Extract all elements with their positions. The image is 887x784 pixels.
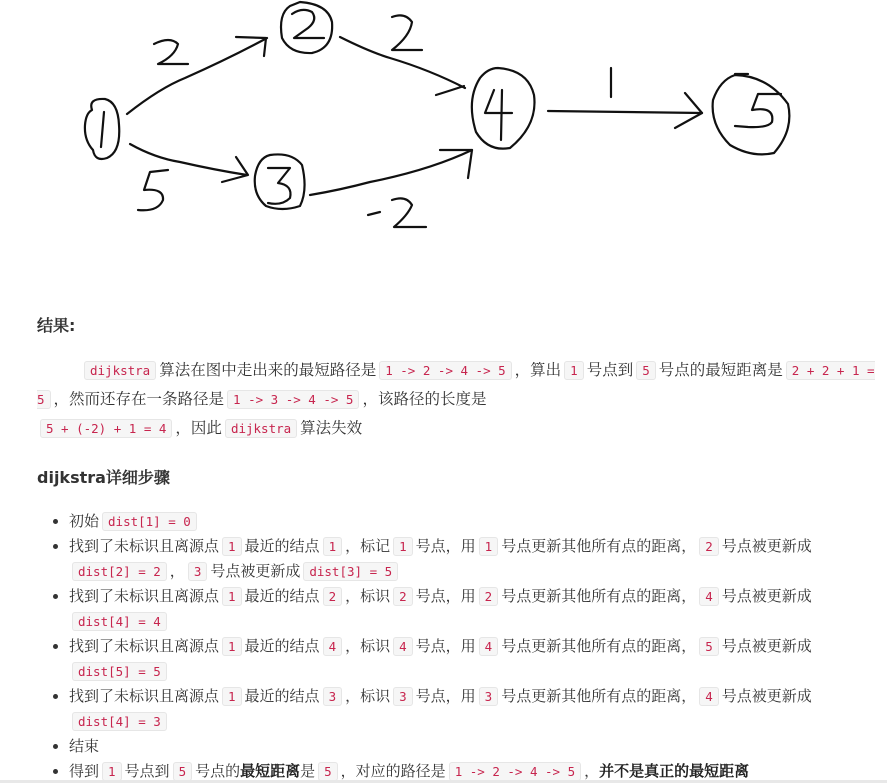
inline-code: 1 -> 2 -> 4 -> 5 <box>379 361 511 380</box>
list-item <box>69 634 877 684</box>
inline-code: 5 <box>636 361 656 380</box>
inline-code: 3 <box>188 562 208 581</box>
inline-code: 1 <box>479 537 499 556</box>
text: 号点到 <box>586 361 634 379</box>
node-2 <box>281 2 332 53</box>
list-item <box>69 584 877 634</box>
text: ，因此 <box>175 419 222 437</box>
inline-code: 1 <box>222 587 242 606</box>
text: 号点，用 <box>415 537 476 555</box>
text: 号点被更新成 <box>721 587 812 605</box>
text: 号点的 <box>195 762 241 780</box>
text: 号点到 <box>124 762 170 780</box>
inline-code: 2 <box>393 587 413 606</box>
inline-code: 3 <box>393 687 413 706</box>
text: ， <box>584 762 600 780</box>
text: 号点被更新成 <box>721 537 812 555</box>
inline-code: 4 <box>323 637 343 656</box>
text: 找到了未标识且离源点 <box>69 687 220 705</box>
inline-code: 3 <box>323 687 343 706</box>
edge-1-2 <box>127 37 267 114</box>
inline-code: dijkstra <box>225 419 297 438</box>
inline-code: 2 <box>479 587 499 606</box>
inline-code: 3 <box>479 687 499 706</box>
inline-code: 1 -> 3 -> 4 -> 5 <box>227 390 359 409</box>
steps-list <box>37 509 877 784</box>
node-1 <box>85 99 119 159</box>
inline-code: 4 <box>479 637 499 656</box>
text: ，然而还存在一条路径是 <box>53 390 225 408</box>
inline-code: 2 <box>699 537 719 556</box>
text: ，标识 <box>345 637 391 655</box>
text: 最近的结点 <box>244 637 320 655</box>
inline-code: dist[4] = 4 <box>72 612 167 631</box>
text: 结束 <box>69 737 100 755</box>
node-5 <box>713 74 790 154</box>
text: 号点，用 <box>415 587 476 605</box>
inline-code: dist[3] = 5 <box>303 562 398 581</box>
node-4 <box>472 68 535 149</box>
inline-code: 4 <box>699 587 719 606</box>
edge-4-5 <box>548 68 702 128</box>
edge-1-3 <box>130 144 248 210</box>
inline-code: 5 <box>173 762 193 781</box>
text: 号点的最短距离是 <box>658 361 783 379</box>
inline-code: 1 <box>393 537 413 556</box>
result-paragraph <box>37 356 877 443</box>
text: 号点被更新成 <box>210 562 301 580</box>
inline-code: 1 <box>323 537 343 556</box>
text: ，对应的路径是 <box>340 762 446 780</box>
inline-code: 4 <box>393 637 413 656</box>
bold-text: 并不是真正的最短距离 <box>599 762 750 780</box>
inline-code: 5 <box>699 637 719 656</box>
inline-code: 1 <box>102 762 122 781</box>
text: ，该路径的长度是 <box>362 390 487 408</box>
list-item <box>69 734 877 759</box>
list-item <box>69 534 877 584</box>
text: 号点更新其他所有点的距离， <box>501 537 697 555</box>
list-item <box>69 684 877 734</box>
inline-code: 5 + (-2) + 1 = 4 <box>40 419 172 438</box>
text: 是 <box>300 762 316 780</box>
bold-text: 最短距离 <box>240 762 301 780</box>
text: ，算出 <box>514 361 562 379</box>
inline-code: 1 <box>222 537 242 556</box>
inline-code: dist[4] = 3 <box>72 712 167 731</box>
node-3 <box>255 154 305 209</box>
text: 最近的结点 <box>244 687 320 705</box>
edge-2-4 <box>340 15 465 95</box>
text: 号点，用 <box>415 687 476 705</box>
text: 号点更新其他所有点的距离， <box>501 687 697 705</box>
text: 算法在图中走出来的最短路径是 <box>159 361 377 379</box>
graph-figure <box>0 0 887 280</box>
text: 找到了未标识且离源点 <box>69 587 220 605</box>
text: 初始 <box>69 512 100 530</box>
text: 号点更新其他所有点的距离， <box>501 637 697 655</box>
result-heading: 结果: <box>37 316 76 335</box>
inline-code: 1 <box>222 637 242 656</box>
text: ，标识 <box>345 687 391 705</box>
inline-code: 2 <box>323 587 343 606</box>
inline-code: dist[5] = 5 <box>72 662 167 681</box>
text: ，标记 <box>345 537 391 555</box>
inline-code: 1 <box>564 361 584 380</box>
text: 最近的结点 <box>244 587 320 605</box>
graph-drawing <box>0 0 887 280</box>
text: 号点，用 <box>415 637 476 655</box>
inline-code: 2 + 2 + 1 = 5 <box>37 363 875 407</box>
list-item <box>69 509 877 534</box>
inline-code: 4 <box>699 687 719 706</box>
article-content <box>37 312 877 784</box>
text: 号点更新其他所有点的距离， <box>501 587 697 605</box>
text: 号点被更新成 <box>721 637 812 655</box>
inline-code: dijkstra <box>84 361 156 380</box>
text: 找到了未标识且离源点 <box>69 537 220 555</box>
text: 算法失效 <box>300 419 363 437</box>
text: 最近的结点 <box>244 537 320 555</box>
text: ， <box>169 562 185 580</box>
text: ，标识 <box>345 587 391 605</box>
text: 号点被更新成 <box>721 687 812 705</box>
inline-code: dist[1] = 0 <box>102 512 197 531</box>
inline-code: 1 -> 2 -> 4 -> 5 <box>449 762 581 781</box>
inline-code: 5 <box>318 762 338 781</box>
inline-code: 1 <box>222 687 242 706</box>
steps-heading: dijkstra详细步骤 <box>37 468 170 487</box>
inline-code: dist[2] = 2 <box>72 562 167 581</box>
edge-3-4 <box>310 150 472 227</box>
text: 找到了未标识且离源点 <box>69 637 220 655</box>
text: 得到 <box>69 762 100 780</box>
